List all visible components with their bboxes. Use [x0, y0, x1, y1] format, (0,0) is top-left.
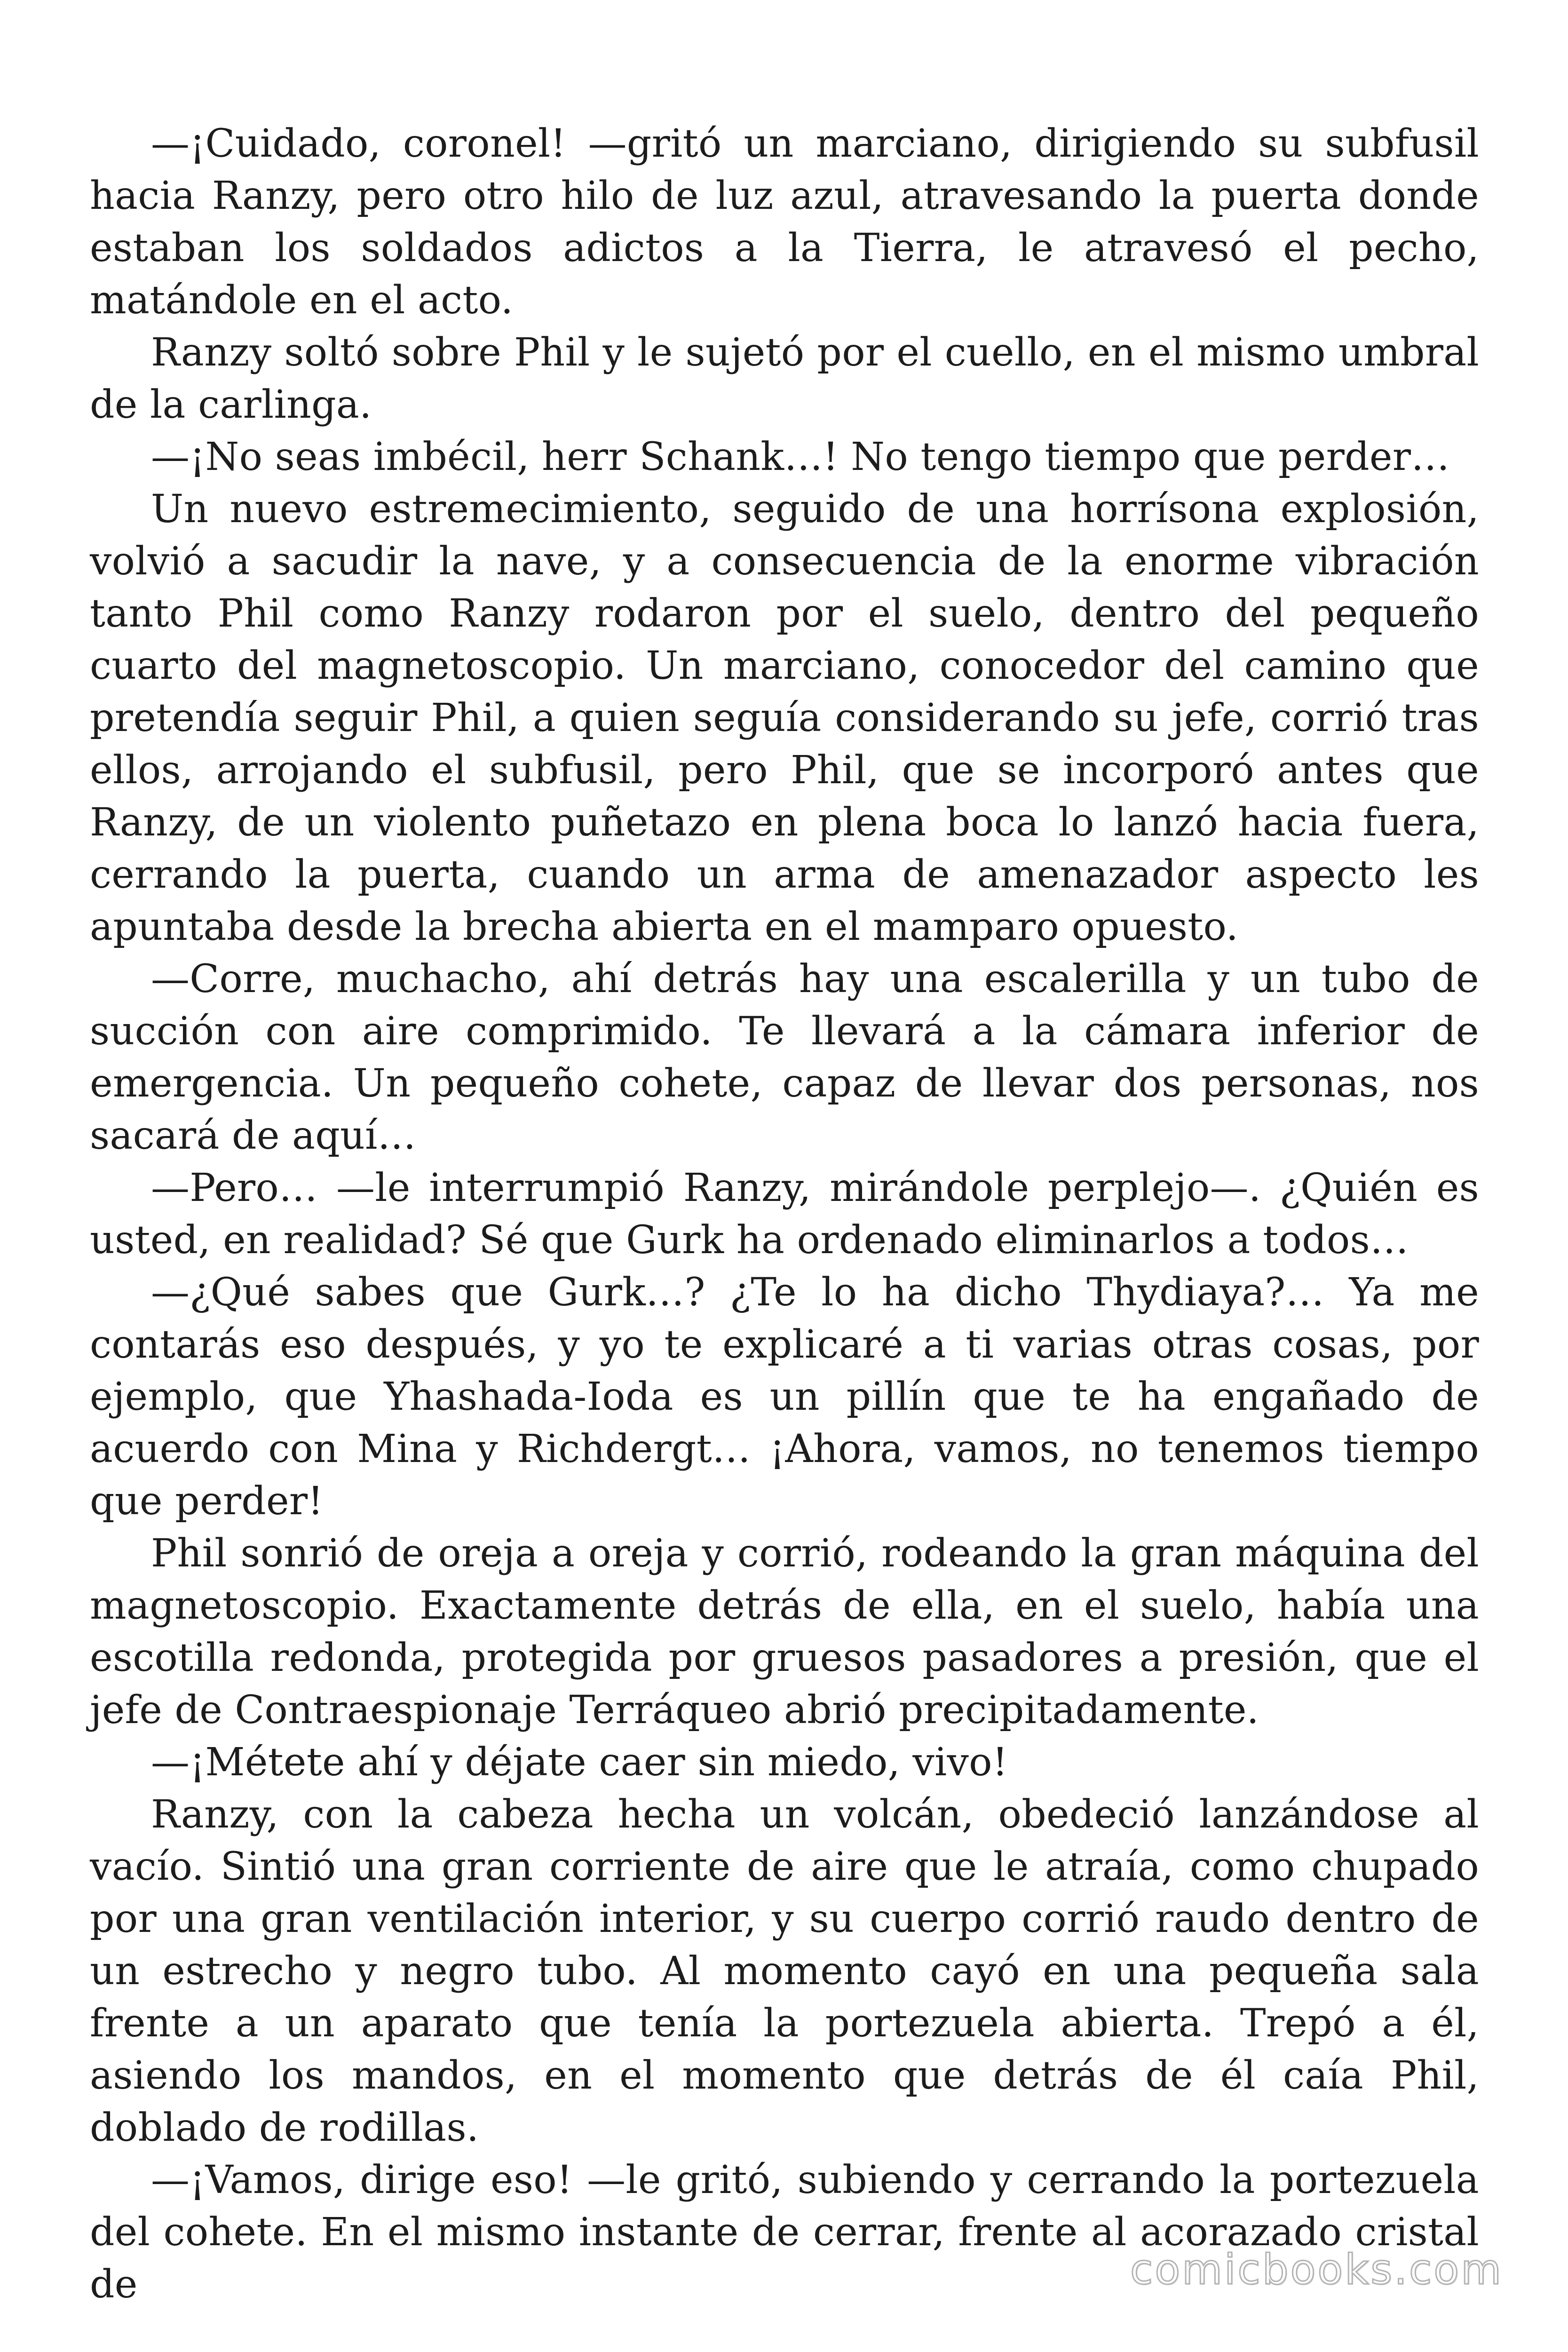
paragraph: Ranzy, con la cabeza hecha un volcán, obedeció lanzándose al vacío. Sintió una gran corriente de aire que le atraía, como chupado por una gran ventilación interior, y su cuerpo corrió raudo dentro de un estrecho y negro tubo. Al momento cayó en una pequeña sala frente a un aparato que tenía la portezuela abierta. Trepó a él, asiendo los mandos, en el momento que detrás de él caía Phil, doblado de rodillas.: [90, 1792, 1479, 2150]
paragraph: —Corre, muchacho, ahí detrás hay una escalerilla y un tubo de succión con aire comprimido. Te llevará a la cámara inferior de emergencia. Un pequeño cohete, capaz de llevar dos personas, nos sacará de aquí…: [90, 957, 1479, 1158]
paragraph: —¡Métete ahí y déjate caer sin miedo, vivo!: [151, 1740, 1008, 1785]
paragraph: —¡Cuidado, coronel! —gritó un marciano, dirigiendo su subfusil hacia Ranzy, pero otro hilo de luz azul, atravesando la puerta donde estaban los soldados adictos a la Tierra, le atravesó el pecho, matándole en el acto.: [90, 121, 1479, 323]
paragraph: —¡No seas imbécil, herr Schank…! No tengo tiempo que perder…: [151, 435, 1450, 479]
paragraph: Un nuevo estremecimiento, seguido de una horrísona explosión, volvió a sacudir la nave, y a consecuencia de la enorme vibración tanto Phil como Ranzy rodaron por el suelo, dentro del pequeño cuarto del magnetoscopio. Un marciano, conocedor del camino que pretendía seguir Phil, a quien seguía considerando su jefe, corrió tras ellos, arrojando el subfusil, pero Phil, que se incorporó antes que Ranzy, de un violento puñetazo en plena boca lo lanzó hacia fuera, cerrando la puerta, cuando un arma de amenazador aspecto les apuntaba desde la brecha abierta en el mamparo opuesto.: [90, 487, 1479, 949]
paragraph: Ranzy soltó sobre Phil y le sujetó por el cuello, en el mismo umbral de la carlinga.: [90, 330, 1479, 427]
paragraph: Phil sonrió de oreja a oreja y corrió, rodeando la gran máquina del magnetoscopio. Exactamente detrás de ella, en el suelo, había una escotilla redonda, protegida por gruesos pasadores a presión, que el jefe de Contraespionaje Terráqueo abrió precipitadamente.: [90, 1531, 1479, 1732]
book-page-text: [90, 118, 1479, 2311]
paragraph-continuing: —¡Vamos, dirige eso! —le gritó, subiendo y cerrando la portezuela del cohete. En el mismo instante de cerrar, frente al acorazado cristal de: [90, 2158, 1479, 2307]
watermark-logo: comicbooks.com: [1130, 2245, 1503, 2294]
paragraph: —Pero… —le interrumpió Ranzy, mirándole perplejo—. ¿Quién es usted, en realidad? Sé que Gurk ha ordenado eliminarlos a todos…: [90, 1166, 1479, 1263]
paragraph: —¿Qué sabes que Gurk…? ¿Te lo ha dicho Thydiaya?… Ya me contarás eso después, y yo te explicaré a ti varias otras cosas, por ejemplo, que Yhashada-Ioda es un pillín que te ha engañado de acuerdo con Mina y Richdergt… ¡Ahora, vamos, no tenemos tiempo que perder!: [90, 1270, 1479, 1524]
